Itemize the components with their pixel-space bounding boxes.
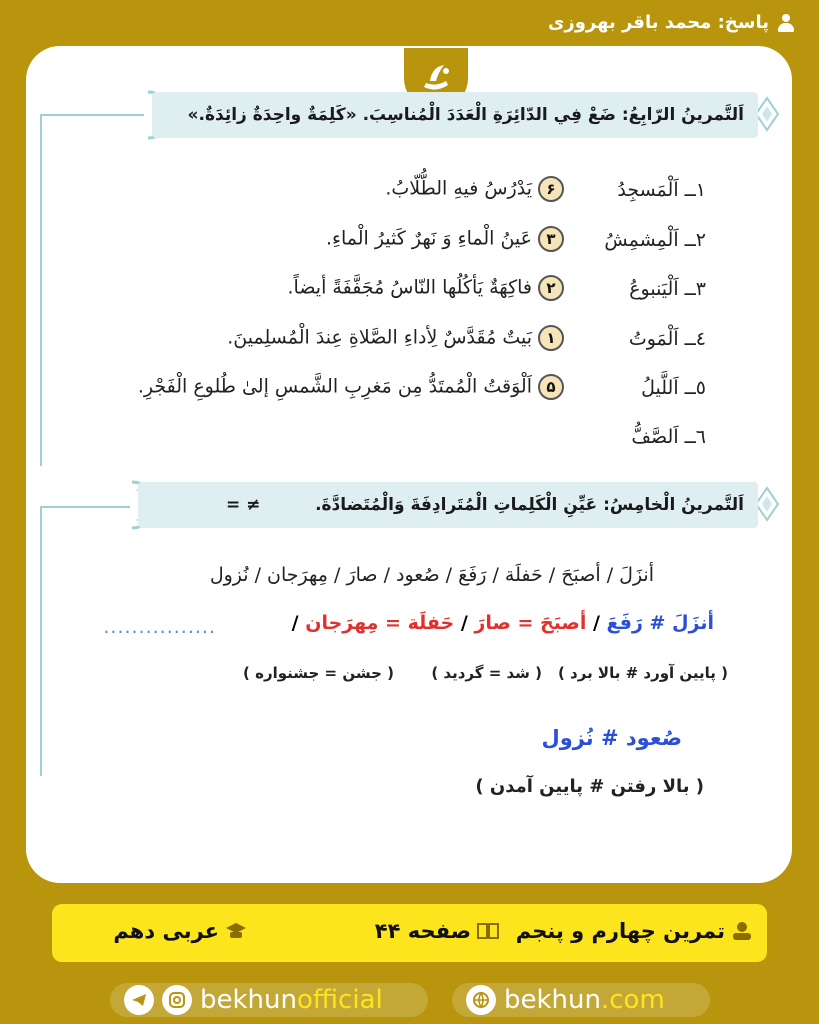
footer-book-text: عربی دهم <box>113 919 219 943</box>
meaning-1: ( پایین آورد # بالا برد ) <box>557 664 728 682</box>
definition-text: فاکِهَةٌ یَأکُلُها النّاسُ مُجَفَّفَةً أیضاً. <box>287 276 532 299</box>
social-bar <box>0 975 819 1024</box>
book-icon <box>477 921 499 941</box>
exercise5-header <box>138 482 758 528</box>
footer-page-text: صفحه ۴۴ <box>374 919 471 943</box>
word-3: ٣ــ اَلْیَنبوعُ <box>629 278 706 300</box>
content-card <box>26 46 792 883</box>
footer-book <box>113 919 247 943</box>
exercise4-header <box>152 92 758 138</box>
definition-row <box>326 226 564 252</box>
separator: / <box>460 612 468 634</box>
site-accent: .com <box>601 985 665 1015</box>
definition-row <box>288 275 565 301</box>
answers-line <box>292 612 714 634</box>
top-bar <box>0 0 819 44</box>
extra-answer-pair: صُعود # نُزول <box>541 726 682 750</box>
social-handle[interactable] <box>110 983 428 1017</box>
graduate-icon <box>731 921 753 941</box>
extra-meaning: ( بالا رفتن # پایین آمدن ) <box>475 776 704 797</box>
graduation-cap-icon <box>225 921 247 941</box>
definition-text: یَدْرُسُ فیهِ الطُّلّابُ. <box>385 177 532 200</box>
word-4: ٤ــ اَلْمَوتُ <box>628 328 706 350</box>
word-5: ٥ــ اَللَّیلُ <box>641 377 706 399</box>
answer-pair-3: حَفلَة = مِهرَجان <box>305 612 455 634</box>
deco-line <box>40 114 144 116</box>
dotted-line: ................ <box>103 616 216 638</box>
footer-page <box>375 919 499 943</box>
answer-circle: ۵ <box>538 374 564 400</box>
word-6: ٦ــ اَلصَّفُّ <box>631 426 706 448</box>
answer-circle: ۲ <box>538 275 564 301</box>
instagram-icon <box>162 985 192 1015</box>
word-1: ١ــ اَلْمَسجِدُ <box>617 179 706 201</box>
exercise4-title: اَلتَّمرینُ الرّابِعُ: ضَعْ فِي الدّائِرَةِ الْعَدَدَ الْمُناسِبَ. «کَلِمَةٌ واحِدَةٌ زائِدَةٌ.» <box>187 105 744 125</box>
site-main: bekhun <box>504 985 601 1015</box>
deco-line <box>40 506 130 508</box>
globe-icon <box>466 985 496 1015</box>
definition-row <box>138 374 564 400</box>
social-website[interactable] <box>452 983 710 1017</box>
definition-text: اَلْوَقتُ الْمُمتَدُّ مِن مَغرِبِ الشَّمسِ إلیٰ طُلوعِ الْفَجْرِ. <box>137 375 532 398</box>
answer-circle: ۳ <box>538 226 564 252</box>
meaning-2: ( شد = گردید ) <box>431 664 542 682</box>
exercise5-title: اَلتَّمرینُ الْخامِسُ: عَیِّنِ الْکَلِماتِ الْمُتَرادِفَةَ وَالْمُتَضادَّةَ. <box>315 495 744 515</box>
answer-circle: ۶ <box>538 176 564 202</box>
telegram-icon <box>124 985 154 1015</box>
footer-exercise <box>516 919 753 943</box>
word-2: ٢ــ اَلْمِشمِشُ <box>604 229 706 251</box>
footer-band <box>52 904 767 962</box>
handle-main: bekhun <box>200 985 297 1015</box>
handle-accent: official <box>297 985 383 1015</box>
answer-by <box>548 12 795 33</box>
definition-row <box>385 176 564 202</box>
definition-text: بَیتٌ مُقَدَّسٌ لِأداءِ الصَّلاةِ عِندَ الْمُسلِمینَ. <box>227 326 532 349</box>
answer-pair-1: أنزَلَ # رَفَعَ <box>606 612 714 634</box>
separator: / <box>592 612 600 634</box>
answer-by-text: پاسخ: محمد باقر بهروزی <box>547 12 769 33</box>
answer-circle: ۱ <box>538 325 564 351</box>
definition-text: عَینُ الْماءِ وَ نَهرٌ کَثیرُ الْماءِ. <box>325 227 532 250</box>
symbols: = ≠ <box>226 495 261 515</box>
footer-exercise-text: تمرین چهارم و پنجم <box>515 919 725 943</box>
user-icon <box>777 14 795 32</box>
separator: / <box>291 612 299 634</box>
answer-pair-2: أصبَحَ = صارَ <box>474 612 587 634</box>
word-list: أنزَلَ / أصبَحَ / حَفلَة / رَفَعَ / صُعود / صارَ / مِهرَجان / نُزول <box>209 564 654 586</box>
deco-line <box>40 506 42 776</box>
meaning-3: ( جشن = جشنواره ) <box>243 664 394 682</box>
definition-row <box>227 325 564 351</box>
deco-line <box>40 114 42 466</box>
